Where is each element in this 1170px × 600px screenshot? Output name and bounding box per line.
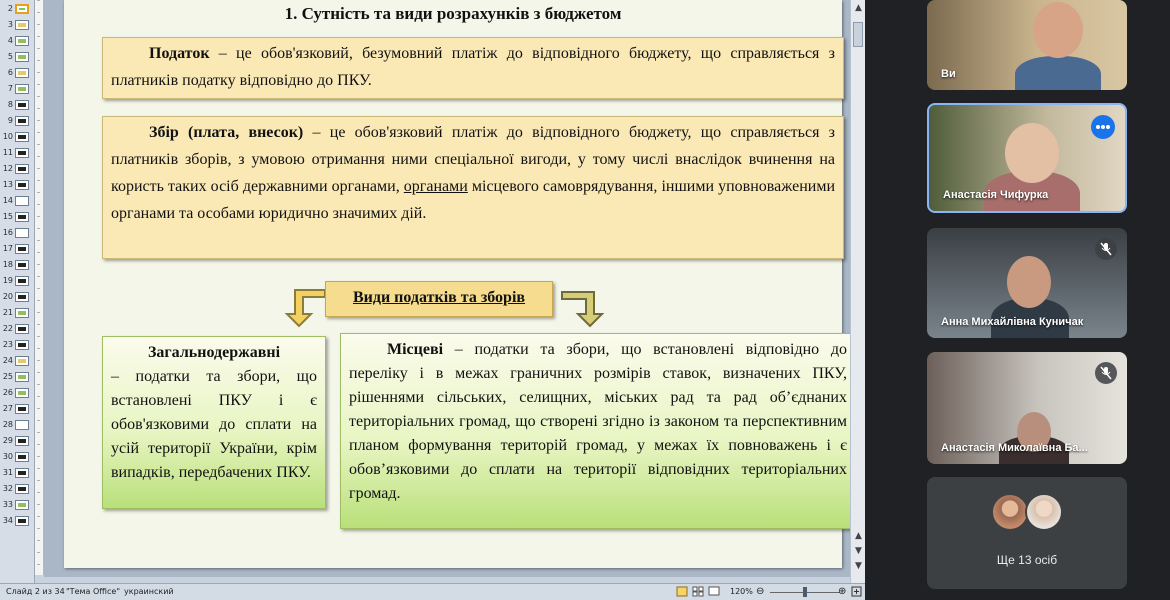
slide-thumbnail[interactable] [2,498,32,512]
slide-thumbnail-number: 11 [2,148,13,157]
slide-thumbnail-preview [15,228,29,238]
participant-avatar [991,493,1029,531]
slide-thumbnail[interactable] [2,306,32,320]
scroll-up-icon[interactable]: ▲ [855,3,862,13]
slide-thumbnail-preview [15,484,29,494]
participant-face [1033,2,1083,58]
slide-title: 1. Сутність та види розрахунків з бюджетом [284,4,622,23]
tax-definition-text: – це обов'язковий, безумовний платіж до відповідного бюджету, що справляється з платників податку відповідно до ПКУ. [111,45,835,89]
slide-thumbnail-number: 2 [7,4,13,13]
slide-thumbnail[interactable] [2,338,32,352]
participant-name: Анна Михайлівна Куничак [941,316,1084,328]
slide-thumbnail-number: 20 [2,292,13,301]
zoom-slider-handle[interactable] [803,587,807,597]
fee-definition-box[interactable] [102,116,844,259]
participant-tile-self[interactable] [927,0,1127,90]
slide-thumbnail-preview [15,276,29,286]
slide-thumbnail-preview [15,468,29,478]
slide-thumbnail[interactable] [2,146,32,160]
more-participants-tile[interactable] [927,477,1127,589]
slide-thumbnail-preview [15,100,29,110]
slide-thumbnail-preview [15,20,29,30]
slide-thumbnail[interactable] [2,18,32,32]
slide-thumbnail-number: 19 [2,276,13,285]
slide-thumbnail-number: 18 [2,260,13,269]
slide-thumbnail[interactable] [2,66,32,80]
more-participants-label: Ще 13 осіб [996,553,1058,567]
slide-thumbnail[interactable] [2,322,32,336]
slide-thumbnail-number: 5 [7,52,13,61]
slide-counter: Слайд 2 из 34 [6,587,65,596]
slide-thumbnail-preview [15,36,29,46]
scroll-down-page-icon[interactable]: ▼ [855,561,862,571]
slide-thumbnail-preview [15,452,29,462]
slide-thumbnail[interactable] [2,274,32,288]
meet-participants-panel [865,0,1170,600]
slide-thumbnail-preview [15,308,29,318]
slide-thumbnail-number: 7 [7,84,13,93]
status-bar [0,583,865,600]
left-arrow-icon [281,286,327,328]
slide-thumbnail-preview [15,68,29,78]
slide-thumbnail[interactable] [2,226,32,240]
slide-thumbnail[interactable] [2,130,32,144]
slide-thumbnail[interactable] [2,514,32,528]
slide-thumbnail-number: 14 [2,196,13,205]
theme-name: "Тема Office" [66,587,120,596]
slide-thumbnail-number: 28 [2,420,13,429]
slide-thumbnail-preview [15,212,29,222]
slide-thumbnail[interactable] [2,258,32,272]
slide-thumbnail-number: 31 [2,468,13,477]
slide-thumbnail[interactable] [2,2,32,16]
slide-thumbnail-preview [15,244,29,254]
slide-thumbnail-preview [15,516,29,526]
slide-thumbnail[interactable] [2,162,32,176]
slide-thumbnail[interactable] [2,290,32,304]
zoom-in-icon[interactable]: ⊕ [838,586,847,597]
slide-thumbnail-preview [15,164,29,174]
slide-thumbnail[interactable] [2,114,32,128]
participant-tile-anastasiia-ba[interactable] [927,352,1127,464]
slide-thumbnail[interactable] [2,34,32,48]
slide-thumbnail-number: 8 [7,100,13,109]
slide-thumbnail-number: 21 [2,308,13,317]
scroll-up-page-icon[interactable]: ▲ [855,531,862,541]
slide-thumbnail-preview [15,84,29,94]
fit-to-window-icon[interactable] [851,586,862,599]
participant-name: Анастасія Чифурка [943,189,1049,201]
slide-thumbnail-number: 27 [2,404,13,413]
slide-thumbnail-number: 25 [2,372,13,381]
slide-thumbnail-number: 9 [7,116,13,125]
slide-thumbnail[interactable] [2,242,32,256]
slide-thumbnail-preview [15,132,29,142]
slide-thumbnail-number: 6 [7,68,13,77]
slide-thumbnail-number: 32 [2,484,13,493]
slide-canvas[interactable] [64,0,847,568]
participant-face [1007,256,1051,308]
local-taxes-term: Місцеві [387,341,444,358]
slide-thumbnail-panel[interactable] [0,0,35,583]
slide-thumbnail[interactable] [2,402,32,416]
scroll-thumb[interactable] [853,22,863,47]
local-taxes-box[interactable] [340,333,856,529]
slide-thumbnail-number: 30 [2,452,13,461]
local-taxes-text: – податки та збори, що встановлені відповідно до переліку і в межах граничних розмірів ставок, визначених ПКУ, рішеннями сільських, селищних, міських рад та рад об’єднаних територіальних громад, що створені згідно із законом та перспективним планом формування територій громад, у межах їх повноважень і є обов’язковими до сплати на території відповідних територіальних громад. [349,341,847,502]
slide-thumbnail-preview [15,372,29,382]
slide-thumbnail-preview [15,420,29,430]
slide-thumbnail-preview [15,340,29,350]
right-arrow-icon [560,288,610,328]
slide-thumbnail-number: 33 [2,500,13,509]
slide-thumbnail[interactable] [2,466,32,480]
slide-thumbnail[interactable] [2,482,32,496]
scroll-down-icon[interactable]: ▼ [855,546,862,556]
slide-thumbnail-preview [15,436,29,446]
slide-thumbnail-preview [15,4,29,14]
slide-editing-area [44,0,850,577]
slide-thumbnail-preview [15,148,29,158]
national-taxes-term: Загальнодержавні [147,344,281,361]
slide-thumbnail[interactable] [2,210,32,224]
slide-thumbnail[interactable] [2,386,32,400]
slide-thumbnail-number: 12 [2,164,13,173]
speaking-indicator-icon [1091,115,1115,139]
slide-thumbnail[interactable] [2,98,32,112]
normal-view-icon[interactable] [676,586,688,599]
zoom-level[interactable]: 120% [730,587,753,596]
slide-thumbnail-preview [15,356,29,366]
slide-thumbnail-preview [15,116,29,126]
participant-name: Ви [941,68,956,80]
slide-thumbnail-number: 26 [2,388,13,397]
mic-off-icon [1095,362,1117,384]
slide-sorter-icon[interactable] [692,586,704,599]
slide-thumbnail-number: 23 [2,340,13,349]
tax-types-label-text: Види податків та зборів [352,289,526,306]
slide-thumbnail-number: 15 [2,212,13,221]
tax-term: Податок [149,45,210,62]
fee-definition-underlined: органами [403,178,468,195]
slideshow-icon[interactable] [708,586,720,599]
slide-thumbnail-preview [15,388,29,398]
slide-thumbnail[interactable] [2,418,32,432]
slide-thumbnail-number: 4 [7,36,13,45]
fee-term: Збір (плата, внесок) [149,124,304,141]
participant-avatar [1025,493,1063,531]
mic-off-icon [1095,238,1117,260]
national-taxes-box[interactable] [102,336,326,509]
slide-thumbnail-preview [15,196,29,206]
participant-face [1005,123,1059,183]
slide-thumbnail-number: 34 [2,516,13,525]
zoom-out-icon[interactable]: ⊖ [756,586,765,597]
slide-thumbnail-preview [15,52,29,62]
slide-thumbnail[interactable] [2,370,32,384]
slide-thumbnail-number: 13 [2,180,13,189]
tax-types-label[interactable] [325,281,553,317]
slide-thumbnail-preview [15,260,29,270]
language-indicator[interactable]: украинский [124,587,174,596]
tax-definition-box[interactable] [102,37,844,99]
participant-tile-anna-kunychak[interactable] [927,228,1127,338]
slide-thumbnail-number: 17 [2,244,13,253]
slide-thumbnail-preview [15,500,29,510]
fee-definition-text-2: місцевого самоврядування, іншими уповноваженими органами та особами юридично значимих дій. [111,178,836,222]
slide-thumbnail-preview [15,292,29,302]
slide-thumbnail-number: 24 [2,356,13,365]
slide-thumbnail[interactable] [2,354,32,368]
slide-thumbnail[interactable] [2,434,32,448]
slide-thumbnail-preview [15,180,29,190]
vertical-scrollbar[interactable] [850,0,865,583]
slide-thumbnail[interactable] [2,194,32,208]
vertical-ruler [35,0,44,575]
slide-thumbnail-preview [15,404,29,414]
slide-thumbnail-number: 29 [2,436,13,445]
national-taxes-text: – податки та збори, що встановлені ПКУ і є обов'язковими до сплати на усій території України, крім випадків, передбачених ПКУ. [111,368,317,481]
participant-video [1015,56,1101,90]
participant-tile-anastasiia-chyfurka[interactable] [927,103,1127,213]
participant-name: Анастасія Миколаївна Ба... [941,442,1088,454]
slide-thumbnail[interactable] [2,178,32,192]
slide-thumbnail-preview [15,324,29,334]
slide-thumbnail[interactable] [2,450,32,464]
slide-thumbnail[interactable] [2,50,32,64]
slide-thumbnail-number: 10 [2,132,13,141]
slide-thumbnail-number: 3 [7,20,13,29]
slide-thumbnail-number: 16 [2,228,13,237]
slide-thumbnail-number: 22 [2,324,13,333]
fee-definition-text-1: – це обов'язковий платіж до відповідного бюджету, що справляється з платників зборів, з умовою отримання ними спеціальної вигоди, у тому числі внаслідок вчинення на користь таких осіб державними органами, [111,124,835,195]
slide-thumbnail[interactable] [2,82,32,96]
